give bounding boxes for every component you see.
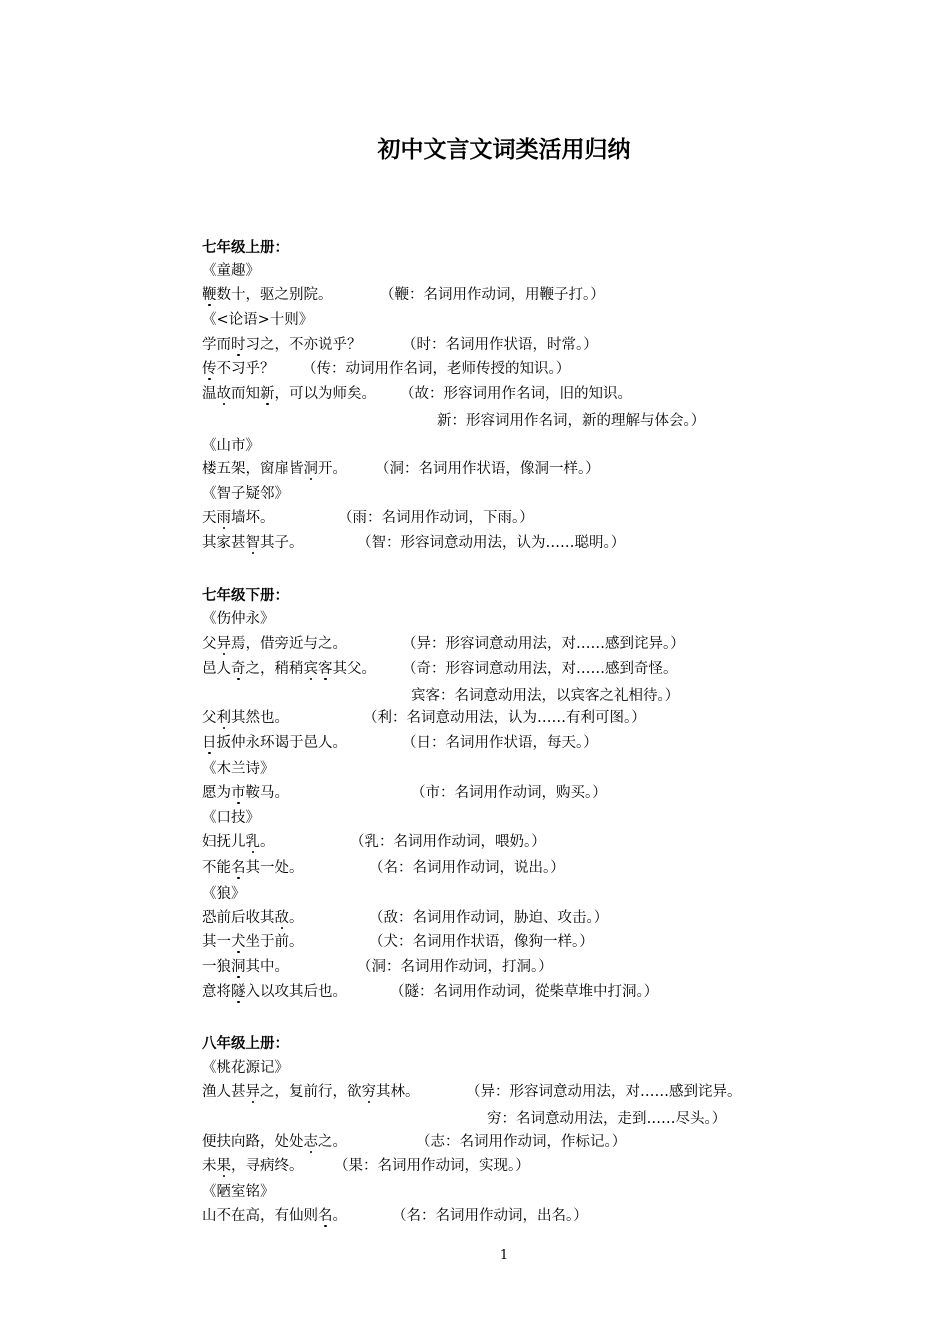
example-line — [202, 333, 598, 357]
sentence-text: 一狼 — [202, 959, 231, 975]
text-title: 《木兰诗》 — [202, 761, 275, 777]
sentence-text: 数十，驱之别院。 — [216, 287, 333, 303]
usage-note: （利：名词意动用法，认为……有利可图。） — [363, 710, 646, 726]
emphasized-character: 异 — [216, 636, 231, 652]
sentence-text: 之，复前行，欲 — [260, 1084, 362, 1100]
usage-note: （雨：名词用作动词，下雨。） — [338, 510, 534, 526]
sentence-text: 愿为 — [202, 785, 231, 801]
sentence-text: 妇抚儿 — [202, 834, 246, 850]
sentence-text: 之。 — [318, 1134, 347, 1150]
page-title: 初中文言文词类活用归纳 — [377, 136, 631, 163]
section-heading: 八年级上册： — [202, 1036, 289, 1052]
sentence-text: 而知 — [231, 386, 260, 402]
sentence-text: 邑人 — [202, 661, 231, 677]
emphasized-character: 犬 — [231, 934, 246, 950]
usage-note: 穷：名词意动用法，走到……尽头。） — [487, 1111, 727, 1127]
sentence-text: 不习乎？ — [216, 361, 275, 377]
emphasized-character: 日 — [202, 735, 217, 751]
emphasized-character: 故 — [216, 386, 231, 402]
example-line — [202, 283, 605, 307]
sentence-text: 。 — [332, 1208, 347, 1224]
emphasized-character: 时 — [231, 337, 246, 353]
usage-note: （传：动词用作名词，老师传授的知识。） — [302, 361, 571, 377]
emphasized-character: 奇 — [231, 661, 246, 677]
usage-note: （名：名词用作动词，出名。） — [392, 1208, 588, 1224]
sentence-text: 鞍马。 — [245, 785, 289, 801]
emphasized-character: 乳 — [245, 834, 260, 850]
emphasized-character: 市 — [231, 785, 246, 801]
example-line — [202, 830, 546, 854]
usage-note: （市：名词用作动词，购买。） — [411, 785, 607, 801]
emphasized-character: 雨 — [216, 510, 231, 526]
emphasized-character: 志 — [303, 1134, 318, 1150]
sentence-text: 父 — [202, 710, 217, 726]
usage-note: （犬：名词用作状语，像狗一样。） — [369, 934, 594, 950]
example-line — [202, 781, 607, 805]
example-line — [202, 357, 571, 381]
text-title: 《陋室铭》 — [202, 1184, 275, 1200]
usage-note: （日：名词用作状语，每天。） — [402, 735, 598, 751]
usage-note: （奇：形容词意动用法，对……感到奇怪。 — [402, 661, 678, 677]
sentence-text: 其一 — [202, 934, 231, 950]
emphasized-character: 果 — [216, 1158, 231, 1174]
example-line — [202, 955, 553, 979]
emphasized-character: 洞 — [231, 959, 246, 975]
sentence-text: 坐于前。 — [245, 934, 304, 950]
sentence-text: 之，稍稍 — [245, 661, 304, 677]
example-line — [202, 531, 626, 555]
usage-note: （洞：名词用作动词，打洞。） — [357, 959, 553, 975]
sentence-text: 楼五架，窗扉皆 — [202, 461, 304, 477]
usage-note: （名：名词用作动词，说出。） — [369, 860, 565, 876]
text-title: 《桃花源记》 — [202, 1060, 289, 1076]
usage-note: （异：形容词意动用法，对……感到诧异。 — [466, 1084, 742, 1100]
sentence-text: 天 — [202, 510, 217, 526]
sentence-text: 墙坏。 — [231, 510, 275, 526]
emphasized-character: 传 — [202, 361, 217, 377]
sentence-text: 其中。 — [245, 959, 289, 975]
example-line — [202, 1080, 742, 1104]
example-line — [202, 906, 609, 930]
usage-note: （乳：名词用作动词，喂奶。） — [350, 834, 546, 850]
emphasized-character: 洞 — [303, 461, 318, 477]
sentence-text: 学而 — [202, 337, 231, 353]
text-title: 《<论语>十则》 — [202, 312, 314, 328]
example-line — [202, 1204, 588, 1228]
sentence-text: 其林。 — [376, 1084, 420, 1100]
emphasized-character: 鞭 — [202, 287, 217, 303]
emphasized-character: 异 — [245, 1084, 260, 1100]
sentence-text: 恐前后收其 — [202, 910, 275, 926]
text-title: 《狼》 — [202, 886, 246, 902]
sentence-text: 。 — [260, 834, 275, 850]
sentence-text: 开。 — [318, 461, 347, 477]
emphasized-character: 敌 — [274, 910, 289, 926]
emphasized-character: 宾 — [303, 661, 318, 677]
text-title: 《口技》 — [202, 810, 260, 826]
text-title: 《童趣》 — [202, 263, 260, 279]
example-line — [202, 731, 598, 755]
usage-note: （敌：名词用作动词，胁迫、攻击。） — [369, 910, 609, 926]
example-line — [202, 1154, 530, 1178]
sentence-text: 未 — [202, 1158, 217, 1174]
text-title: 《山市》 — [202, 438, 260, 454]
sentence-text: 其然也。 — [231, 710, 289, 726]
sentence-text: 山不在高，有仙则 — [202, 1208, 318, 1224]
emphasized-character: 客 — [318, 661, 333, 677]
sentence-text: 其父。 — [332, 661, 376, 677]
example-line — [202, 457, 600, 481]
usage-note: （异：形容词意动用法，对……感到诧异。） — [402, 636, 685, 652]
sentence-text: 不能 — [202, 860, 231, 876]
usage-note: （智：形容词意动用法，认为……聪明。） — [357, 535, 626, 551]
sentence-text: 便扶向路，处处 — [202, 1134, 304, 1150]
sentence-text: ，可以为师矣。 — [274, 386, 376, 402]
example-line — [202, 382, 632, 406]
sentence-text: 父 — [202, 636, 217, 652]
emphasized-character: 利 — [216, 710, 231, 726]
text-title: 《伤仲永》 — [202, 611, 275, 627]
example-line — [202, 1130, 627, 1154]
sentence-text: 。 — [289, 910, 304, 926]
usage-note: （隧：名词用作动词，從柴草堆中打洞。） — [390, 984, 659, 1000]
sentence-text: 渔人甚 — [202, 1084, 246, 1100]
sentence-text: 其子。 — [260, 535, 304, 551]
emphasized-character: 穷 — [361, 1084, 376, 1100]
sentence-text: 其一处。 — [245, 860, 304, 876]
usage-note: （时：名词用作状语，时常。） — [402, 337, 598, 353]
emphasized-character: 隧 — [231, 984, 246, 1000]
emphasized-character: 名 — [318, 1208, 333, 1224]
section-heading: 七年级上册： — [202, 240, 289, 256]
usage-note: 新：形容词用作名词，新的理解与体会。） — [437, 413, 706, 429]
emphasized-character: 名 — [231, 860, 246, 876]
sentence-text: 入以攻其后也。 — [245, 984, 347, 1000]
section-heading: 七年级下册： — [202, 588, 289, 604]
example-line — [202, 930, 594, 954]
example-line — [202, 856, 565, 880]
example-line — [202, 706, 646, 730]
sentence-text: 焉，借旁近与之。 — [231, 636, 347, 652]
text-title: 《智子疑邻》 — [202, 486, 289, 502]
example-line — [202, 632, 685, 656]
usage-note: （志：名词用作动词，作标记。） — [416, 1134, 627, 1150]
sentence-text: 温 — [202, 386, 217, 402]
sentence-text: 扳仲永环谒于邑人。 — [216, 735, 347, 751]
usage-note: （果：名词用作动词，实现。） — [334, 1158, 530, 1174]
example-line — [202, 506, 534, 530]
emphasized-character: 智 — [245, 535, 260, 551]
page-number: 1 — [499, 1248, 509, 1263]
sentence-text: 其家甚 — [202, 535, 246, 551]
example-line — [202, 657, 678, 681]
sentence-text: ，寻病终。 — [231, 1158, 304, 1174]
sentence-text: 意将 — [202, 984, 231, 1000]
usage-note: （鞭：名词用作动词，用鞭子打。） — [380, 287, 605, 303]
emphasized-character: 新 — [260, 386, 275, 402]
example-line — [202, 980, 659, 1004]
usage-note: 宾客：名词意动用法，以宾客之礼相待。） — [411, 688, 680, 704]
usage-note: （故：形容词用作名词，旧的知识。 — [400, 386, 632, 402]
sentence-text: 习之，不亦说乎？ — [245, 337, 362, 353]
usage-note: （洞：名词用作状语，像洞一样。） — [375, 461, 600, 477]
